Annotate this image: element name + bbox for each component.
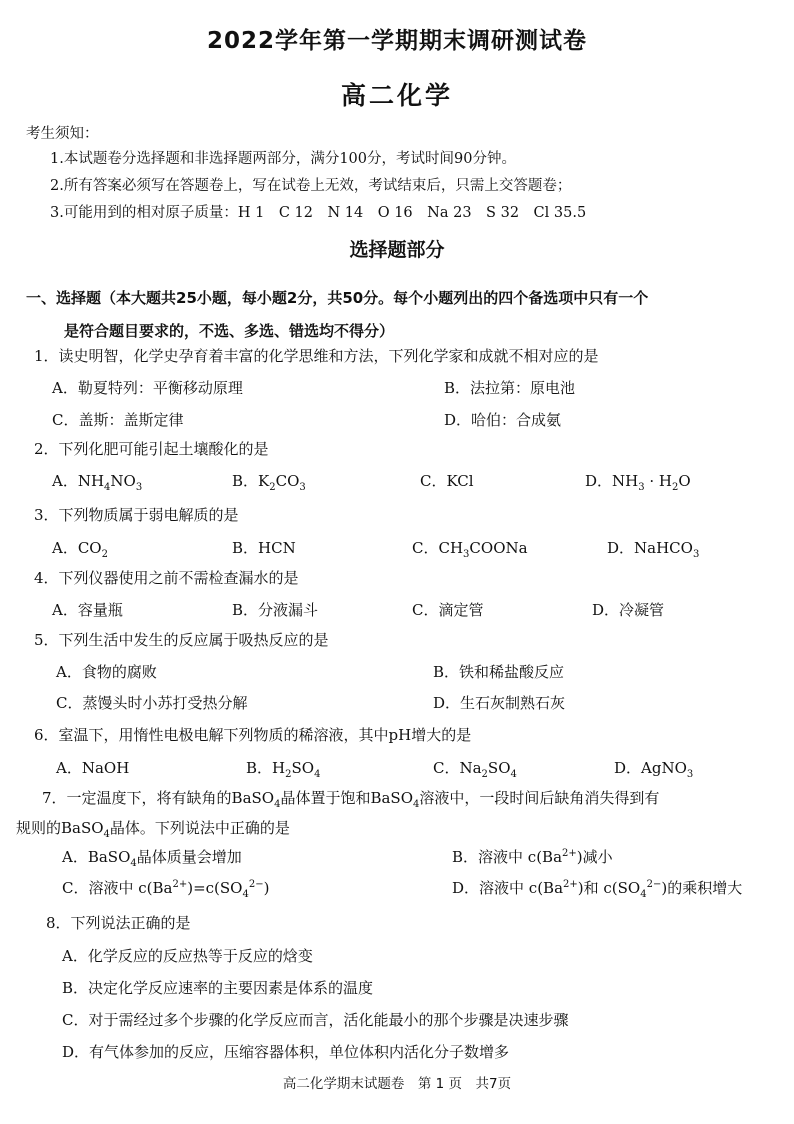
notice-heading: 考生须知： — [26, 126, 99, 142]
question-8-stem: 8．下列说法正确的是 — [46, 914, 191, 932]
notice-item-2: 2.所有答案必须写在答题卷上，写在试卷上无效，考试结束后，只需上交答题卷； — [50, 178, 572, 194]
part-line-2: 是符合题目要求的，不选、多选、错选均不得分） — [64, 322, 395, 340]
question-2-stem: 2．下列化肥可能引起土壤酸化的是 — [34, 440, 269, 458]
exam-title: 2022学年第一学期期末调研测试卷 — [206, 28, 587, 54]
question-1-option-b: B．法拉第：原电池 — [444, 379, 576, 397]
question-3-option-d: D．NaHCO$_3$ — [607, 539, 700, 560]
question-8-option-b: B．决定化学反应速率的主要因素是体系的温度 — [62, 979, 374, 997]
question-4-option-b: B．分液漏斗 — [232, 601, 319, 619]
section-title: 选择题部分 — [349, 239, 445, 261]
question-7-stem-line-1: 7．一定温度下，将有缺角的BaSO$_4$晶体置于饱和BaSO$_4$溶液中，一段时间后缺角消失得到有 — [42, 789, 660, 810]
question-8-option-d: D．有气体参加的反应，压缩容器体积，单位体积内活化分子数增多 — [62, 1043, 510, 1061]
question-6-option-d: D．AgNO$_3$ — [614, 759, 694, 780]
question-8-option-c: C．对于需经过多个步骤的化学反应而言，活化能最小的那个步骤是决速步骤 — [62, 1011, 569, 1029]
question-1-option-d: D．哈伯：合成氨 — [444, 411, 562, 429]
question-4-stem: 4．下列仪器使用之前不需检查漏水的是 — [34, 569, 299, 587]
question-2-option-a: A．$NH_4NO_3$ — [52, 472, 143, 493]
question-7-option-d: D．溶液中 $c(Ba^{2+})$和 $c(SO_4^{2-})$的乘积增大 — [452, 879, 743, 900]
question-4-option-a: A．容量瓶 — [52, 601, 123, 619]
question-4-option-c: C．滴定管 — [412, 601, 484, 619]
question-5-option-b: B．铁和稀盐酸反应 — [433, 663, 565, 681]
part-line-1: 一、选择题（本大题共25小题，每小题2分，共50分。每个小题列出的四个备选项中只有一个 — [26, 289, 649, 307]
exam-subject: 高二化学 — [340, 81, 453, 110]
question-5-option-c: C．蒸馒头时小苏打受热分解 — [56, 694, 248, 712]
question-7-option-c: C．溶液中 $c(Ba^{2+})=c(SO_4^{2-})$ — [62, 879, 270, 900]
question-7-option-a: A．BaSO$_4$晶体质量会增加 — [62, 848, 242, 869]
question-6-option-b: B．$H_2SO_4$ — [246, 759, 321, 780]
question-5-option-a: A．食物的腐败 — [56, 663, 157, 681]
question-6-option-c: C．$Na_2SO_4$ — [433, 759, 517, 780]
part-instructions — [26, 282, 786, 348]
question-5-stem: 5．下列生活中发生的反应属于吸热反应的是 — [34, 631, 329, 649]
question-3-option-b: B．HCN — [232, 539, 296, 557]
question-7-stem-line-2: 规则的BaSO$_4$晶体。下列说法中正确的是 — [16, 819, 290, 840]
question-1-stem: 1．读史明智，化学史孕育着丰富的化学思维和方法，下列化学家和成就不相对应的是 — [34, 347, 599, 365]
question-1-option-c: C．盖斯：盖斯定律 — [52, 411, 184, 429]
question-6-option-a: A．NaOH — [56, 759, 130, 777]
question-3-option-c: C．$CH_3COONa$ — [412, 539, 528, 560]
question-5-option-d: D．生石灰制熟石灰 — [433, 694, 566, 712]
question-2-option-b: B．$K_2CO_3$ — [232, 472, 306, 493]
question-4-option-d: D．冷凝管 — [592, 601, 665, 619]
question-2-option-d: D．$NH_3 \cdot H_2O$ — [585, 472, 691, 493]
notice-item-3: 3.可能用到的相对原子质量：H 1 C 12 N 14 O 16 Na 23 S 32 Cl 35.5 — [50, 205, 587, 221]
question-3-option-a: A．$CO_2$ — [52, 539, 108, 560]
question-6-stem: 6．室温下，用惰性电极电解下列物质的稀溶液，其中pH增大的是 — [34, 726, 472, 744]
question-2-option-c: C．KCl — [420, 472, 474, 490]
notice-item-1: 1.本试题卷分选择题和非选择题两部分，满分100分，考试时间90分钟。 — [50, 151, 516, 167]
question-3-stem: 3．下列物质属于弱电解质的是 — [34, 506, 239, 524]
question-1-option-a: A．勒夏特列：平衡移动原理 — [52, 379, 243, 397]
page-footer: 高二化学期末试题卷 第 1 页 共7页 — [282, 1076, 512, 1092]
question-8-option-a: A．化学反应的反应热等于反应的焓变 — [62, 947, 313, 965]
question-7-option-b: B．溶液中 $c(Ba^{2+})$减小 — [452, 848, 613, 866]
